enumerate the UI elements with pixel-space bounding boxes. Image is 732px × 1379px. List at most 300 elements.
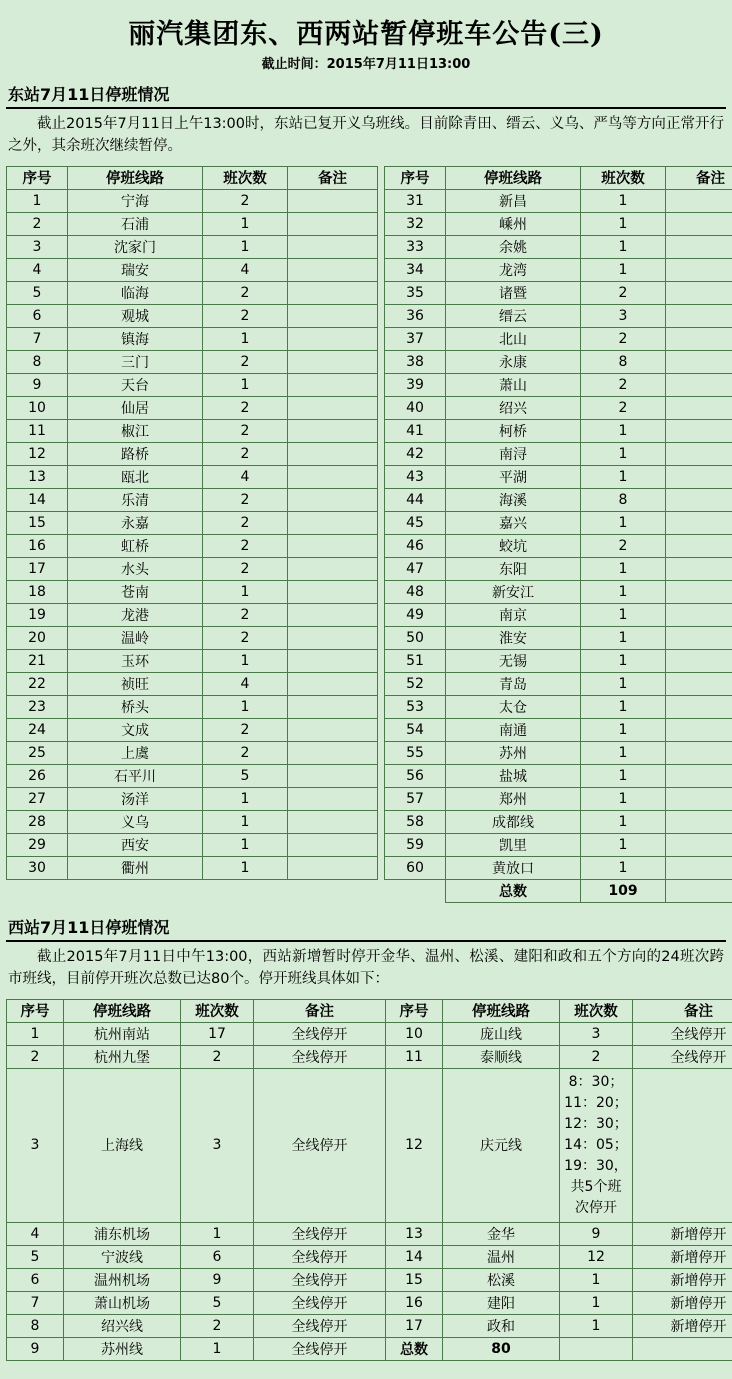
table-row: [7, 488, 378, 511]
cell-note: [288, 534, 378, 557]
cell-no: 4: [7, 258, 68, 281]
table-row: [385, 603, 732, 626]
cell-line: 柯桥: [446, 419, 581, 442]
cell-no: 39: [385, 373, 446, 396]
cell-line: 观城: [68, 304, 203, 327]
table-row: [385, 580, 732, 603]
table-row: [385, 419, 732, 442]
cell-line: 水头: [68, 557, 203, 580]
table-row: [385, 442, 732, 465]
table-row: [7, 350, 378, 373]
table-row: [7, 419, 378, 442]
spacer-cell: [385, 879, 446, 902]
cell-count: 1: [581, 258, 666, 281]
cell-note-right: [633, 1337, 732, 1360]
cell-note: [666, 810, 732, 833]
cell-line-right: 金华: [443, 1222, 560, 1245]
cell-count: 1: [581, 833, 666, 856]
cell-count: 2: [203, 718, 288, 741]
cell-count-left: 1: [181, 1337, 254, 1360]
cell-count: 1: [581, 810, 666, 833]
cell-no: 47: [385, 557, 446, 580]
cell-line: 淮安: [446, 626, 581, 649]
cell-note-right: 全线停开: [633, 1045, 732, 1068]
cell-line-left: 上海线: [64, 1068, 181, 1222]
cell-count: 2: [203, 511, 288, 534]
col-header-count-left: 班次数: [181, 999, 254, 1022]
cell-no-left: 4: [7, 1222, 64, 1245]
cell-note: [666, 603, 732, 626]
cell-count: 1: [203, 327, 288, 350]
cell-count: 2: [203, 741, 288, 764]
cell-no: 30: [7, 856, 68, 879]
cell-count-right: 9: [560, 1222, 633, 1245]
table-row: [7, 580, 378, 603]
table-row: [7, 626, 378, 649]
cell-note: [288, 442, 378, 465]
cell-line: 太仓: [446, 695, 581, 718]
table-row: [385, 810, 732, 833]
cell-line: 余姚: [446, 235, 581, 258]
cell-line-left: 苏州线: [64, 1337, 181, 1360]
cell-note: [666, 741, 732, 764]
cell-count-right: 3: [560, 1022, 633, 1045]
cell-count-left: 2: [181, 1045, 254, 1068]
table-row: [7, 212, 378, 235]
table-header-row: [385, 166, 732, 189]
table-row: [385, 304, 732, 327]
table-row: [385, 764, 732, 787]
col-header-line-right: 停班线路: [443, 999, 560, 1022]
cell-line-left: 杭州南站: [64, 1022, 181, 1045]
cell-note-left: 全线停开: [254, 1268, 386, 1291]
cell-line: 瓯北: [68, 465, 203, 488]
cell-line: 汤洋: [68, 787, 203, 810]
cell-no: 48: [385, 580, 446, 603]
table-row: [7, 810, 378, 833]
cell-line: 玉环: [68, 649, 203, 672]
cell-count: 2: [581, 534, 666, 557]
table-row: [385, 787, 732, 810]
cell-note: [666, 856, 732, 879]
cell-line: 东阳: [446, 557, 581, 580]
cell-note: [666, 695, 732, 718]
cell-note-left: 全线停开: [254, 1022, 386, 1045]
cell-line: 缙云: [446, 304, 581, 327]
cell-line-right: 政和: [443, 1314, 560, 1337]
table-row: [7, 649, 378, 672]
cell-no-left: 5: [7, 1245, 64, 1268]
cell-note-right: 新增停开: [633, 1245, 732, 1268]
cell-note-right: 全线停开: [633, 1022, 732, 1045]
cell-line: 虹桥: [68, 534, 203, 557]
cell-count: 1: [203, 787, 288, 810]
cell-note: [666, 626, 732, 649]
table-row: [7, 442, 378, 465]
cell-no: 51: [385, 649, 446, 672]
cell-count: 1: [203, 833, 288, 856]
cell-no: 2: [7, 212, 68, 235]
cell-no: 11: [7, 419, 68, 442]
cell-line: 龙港: [68, 603, 203, 626]
cell-note-right: 新增停开: [633, 1291, 732, 1314]
cell-note: [288, 189, 378, 212]
cell-count: 3: [581, 304, 666, 327]
cell-no-left: 2: [7, 1045, 64, 1068]
cell-note: [288, 373, 378, 396]
cell-note: [288, 626, 378, 649]
cell-no: 14: [7, 488, 68, 511]
cell-no: 45: [385, 511, 446, 534]
table-row: [7, 396, 378, 419]
cell-no: 12: [7, 442, 68, 465]
col-header-line: 停班线路: [68, 166, 203, 189]
cell-count: 1: [581, 235, 666, 258]
cell-no: 55: [385, 741, 446, 764]
cell-no: 1: [7, 189, 68, 212]
total-note: [666, 879, 732, 902]
col-header-count: 班次数: [203, 166, 288, 189]
cell-note: [288, 695, 378, 718]
cell-line: 宁海: [68, 189, 203, 212]
cell-no: 46: [385, 534, 446, 557]
cell-count: 1: [581, 718, 666, 741]
cell-note: [288, 764, 378, 787]
cell-note: [288, 741, 378, 764]
cell-no: 54: [385, 718, 446, 741]
cell-note-left: 全线停开: [254, 1068, 386, 1222]
west-total-label: 总数: [386, 1337, 443, 1360]
cell-line-right: 泰顺线: [443, 1045, 560, 1068]
cell-no: 53: [385, 695, 446, 718]
cell-count: 4: [203, 258, 288, 281]
cell-note: [666, 787, 732, 810]
cell-no: 17: [7, 557, 68, 580]
table-row: [7, 1045, 732, 1068]
table-row: [7, 534, 378, 557]
col-header-count-right: 班次数: [560, 999, 633, 1022]
cell-line: 衢州: [68, 856, 203, 879]
cell-count: 1: [581, 787, 666, 810]
col-header-no-left: 序号: [7, 999, 64, 1022]
cell-line-right: 松溪: [443, 1268, 560, 1291]
cell-line: 桥头: [68, 695, 203, 718]
table-row: [7, 465, 378, 488]
cell-note: [666, 212, 732, 235]
cell-note-right: 新增停开: [633, 1314, 732, 1337]
table-row: [7, 304, 378, 327]
table-row: [385, 235, 732, 258]
cell-note: [288, 419, 378, 442]
table-row: [7, 1268, 732, 1291]
table-row: [7, 1337, 732, 1360]
west-total-value: 80: [443, 1337, 560, 1360]
cell-note: [666, 672, 732, 695]
cell-no: 15: [7, 511, 68, 534]
cell-count: 1: [203, 649, 288, 672]
col-header-line: 停班线路: [446, 166, 581, 189]
cell-no-right: 17: [386, 1314, 443, 1337]
table-header-row: [7, 999, 732, 1022]
cell-no: 6: [7, 304, 68, 327]
cell-count: 2: [203, 488, 288, 511]
cell-line: 沈家门: [68, 235, 203, 258]
cell-no: 7: [7, 327, 68, 350]
cell-line: 嵊州: [446, 212, 581, 235]
cell-no: 57: [385, 787, 446, 810]
cell-count-right: [560, 1337, 633, 1360]
cell-line: 石浦: [68, 212, 203, 235]
cell-count: 1: [203, 373, 288, 396]
cell-line: 天台: [68, 373, 203, 396]
cell-no: 16: [7, 534, 68, 557]
cell-note-left: 全线停开: [254, 1222, 386, 1245]
cell-line: 上虞: [68, 741, 203, 764]
cell-count: 1: [203, 212, 288, 235]
table-row: [7, 1314, 732, 1337]
west-table: [6, 999, 732, 1361]
cell-count-left: 6: [181, 1245, 254, 1268]
cell-note: [288, 212, 378, 235]
cell-count: 1: [581, 557, 666, 580]
cell-count: 5: [203, 764, 288, 787]
cell-line: 新昌: [446, 189, 581, 212]
cell-no: 36: [385, 304, 446, 327]
col-header-no: 序号: [7, 166, 68, 189]
cell-no: 29: [7, 833, 68, 856]
cell-note: [666, 649, 732, 672]
cell-line: 郑州: [446, 787, 581, 810]
cell-note: [666, 189, 732, 212]
cell-no: 59: [385, 833, 446, 856]
cell-note: [288, 603, 378, 626]
cell-note: [666, 442, 732, 465]
cell-line: 镇海: [68, 327, 203, 350]
cell-count: 2: [581, 281, 666, 304]
total-label: 总数: [446, 879, 581, 902]
table-row: [385, 741, 732, 764]
cell-count-left: 5: [181, 1291, 254, 1314]
cell-count: 1: [581, 442, 666, 465]
cell-no: 44: [385, 488, 446, 511]
cell-no: 25: [7, 741, 68, 764]
cell-no: 20: [7, 626, 68, 649]
cell-no-right: 15: [386, 1268, 443, 1291]
table-row: [7, 1068, 732, 1222]
cell-note: [666, 373, 732, 396]
cell-line-left: 绍兴线: [64, 1314, 181, 1337]
cell-line: 黄放口: [446, 856, 581, 879]
cell-note: [288, 350, 378, 373]
cell-note: [288, 235, 378, 258]
table-row: [385, 281, 732, 304]
cell-count: 1: [203, 235, 288, 258]
cell-count: 1: [581, 419, 666, 442]
table-row: [385, 856, 732, 879]
col-header-no: 序号: [385, 166, 446, 189]
cell-line: 义乌: [68, 810, 203, 833]
table-row: [385, 534, 732, 557]
cell-note-right: 新增停开: [633, 1268, 732, 1291]
cell-no: 10: [7, 396, 68, 419]
cell-count: 1: [581, 856, 666, 879]
col-header-line-left: 停班线路: [64, 999, 181, 1022]
cell-count: 1: [581, 189, 666, 212]
table-header-row: [7, 166, 378, 189]
cell-count: 2: [203, 281, 288, 304]
table-row: [7, 557, 378, 580]
cell-line-left: 宁波线: [64, 1245, 181, 1268]
cell-count: 2: [581, 373, 666, 396]
cell-count-right: 1: [560, 1314, 633, 1337]
cell-count: 1: [581, 741, 666, 764]
east-paragraph: 截止2015年7月11日上午13:00时，东站已复开义乌班线。目前除青田、缙云、义乌、严鸟等方向正常开行之外，其余班次继续暂停。: [8, 116, 724, 155]
page-title: 丽汽集团东、西两站暂停班车公告(三): [128, 19, 604, 50]
cell-no-right: 12: [386, 1068, 443, 1222]
cell-note: [288, 833, 378, 856]
cell-note: [666, 419, 732, 442]
cell-count: 1: [581, 465, 666, 488]
cell-line: 盐城: [446, 764, 581, 787]
cell-note: [288, 580, 378, 603]
cell-line: 海溪: [446, 488, 581, 511]
cell-note: [666, 764, 732, 787]
cell-line: 苏州: [446, 741, 581, 764]
cell-no: 42: [385, 442, 446, 465]
cell-no-left: 8: [7, 1314, 64, 1337]
table-row: [7, 741, 378, 764]
cell-note: [288, 718, 378, 741]
table-row: [7, 1291, 732, 1314]
table-row: [7, 787, 378, 810]
cell-no: 37: [385, 327, 446, 350]
table-row: [7, 327, 378, 350]
cell-no-right: 11: [386, 1045, 443, 1068]
cell-note: [666, 833, 732, 856]
east-section-title: 东站7月11日停班情况: [6, 80, 726, 109]
cell-no: 56: [385, 764, 446, 787]
cell-line: 路桥: [68, 442, 203, 465]
cell-count-left: 3: [181, 1068, 254, 1222]
cell-line: 萧山: [446, 373, 581, 396]
cell-line-right: 建阳: [443, 1291, 560, 1314]
col-header-no-right: 序号: [386, 999, 443, 1022]
cell-count: 2: [203, 304, 288, 327]
col-header-note-left: 备注: [254, 999, 386, 1022]
cell-note: [288, 856, 378, 879]
cell-no: 41: [385, 419, 446, 442]
cell-note-right: 新增停开: [633, 1222, 732, 1245]
cell-count: 1: [203, 810, 288, 833]
cell-note: [666, 718, 732, 741]
cell-note: [288, 396, 378, 419]
total-value: 109: [581, 879, 666, 902]
table-row: [385, 488, 732, 511]
table-row: [7, 1222, 732, 1245]
cell-note: [288, 557, 378, 580]
cell-count: 1: [581, 764, 666, 787]
cell-line-right: 庞山线: [443, 1022, 560, 1045]
cell-note: [666, 534, 732, 557]
cell-count: 8: [581, 488, 666, 511]
cell-line: 北山: [446, 327, 581, 350]
cell-no: 32: [385, 212, 446, 235]
cell-count: 8: [581, 350, 666, 373]
cell-no: 40: [385, 396, 446, 419]
cell-line: 南京: [446, 603, 581, 626]
cell-no: 26: [7, 764, 68, 787]
cell-line: 椒江: [68, 419, 203, 442]
table-row: [385, 626, 732, 649]
table-row: [385, 465, 732, 488]
table-row: [7, 235, 378, 258]
cell-no: 19: [7, 603, 68, 626]
table-row: [385, 695, 732, 718]
table-row: [385, 350, 732, 373]
cell-count: 1: [581, 672, 666, 695]
cell-no-left: 3: [7, 1068, 64, 1222]
cell-no-right: 16: [386, 1291, 443, 1314]
cell-line-left: 浦东机场: [64, 1222, 181, 1245]
cell-no-right: 13: [386, 1222, 443, 1245]
cell-count-left: 17: [181, 1022, 254, 1045]
cell-no: 34: [385, 258, 446, 281]
table-row: [385, 718, 732, 741]
table-row: [7, 672, 378, 695]
table-row: [7, 695, 378, 718]
cell-note: [288, 488, 378, 511]
table-row: [385, 833, 732, 856]
cell-line: 南通: [446, 718, 581, 741]
cell-line: 成都线: [446, 810, 581, 833]
east-left-table: [6, 166, 378, 880]
cell-line: 南浔: [446, 442, 581, 465]
cell-note: [288, 258, 378, 281]
cell-line: 绍兴: [446, 396, 581, 419]
cell-note: [666, 304, 732, 327]
cell-no: 49: [385, 603, 446, 626]
cell-no: 23: [7, 695, 68, 718]
col-header-count: 班次数: [581, 166, 666, 189]
cell-count: 2: [203, 603, 288, 626]
cell-note: [288, 511, 378, 534]
table-row: [385, 511, 732, 534]
cell-note: [288, 327, 378, 350]
cell-no: 28: [7, 810, 68, 833]
cell-note: [288, 810, 378, 833]
cell-count: 1: [581, 212, 666, 235]
cell-count-left: 2: [181, 1314, 254, 1337]
cell-count: 2: [581, 396, 666, 419]
cell-line-left: 杭州九堡: [64, 1045, 181, 1068]
cell-count: 4: [203, 672, 288, 695]
cell-line: 凯里: [446, 833, 581, 856]
cell-note: [666, 511, 732, 534]
cell-count: 2: [203, 626, 288, 649]
table-row: [7, 603, 378, 626]
cell-no: 35: [385, 281, 446, 304]
cell-note: [666, 580, 732, 603]
cell-line: 无锡: [446, 649, 581, 672]
cell-no: 9: [7, 373, 68, 396]
cell-line: 新安江: [446, 580, 581, 603]
cell-no: 13: [7, 465, 68, 488]
cell-count: 1: [581, 626, 666, 649]
cell-count: 1: [581, 603, 666, 626]
cell-no-left: 1: [7, 1022, 64, 1045]
cell-line: 永嘉: [68, 511, 203, 534]
cell-note: [288, 304, 378, 327]
